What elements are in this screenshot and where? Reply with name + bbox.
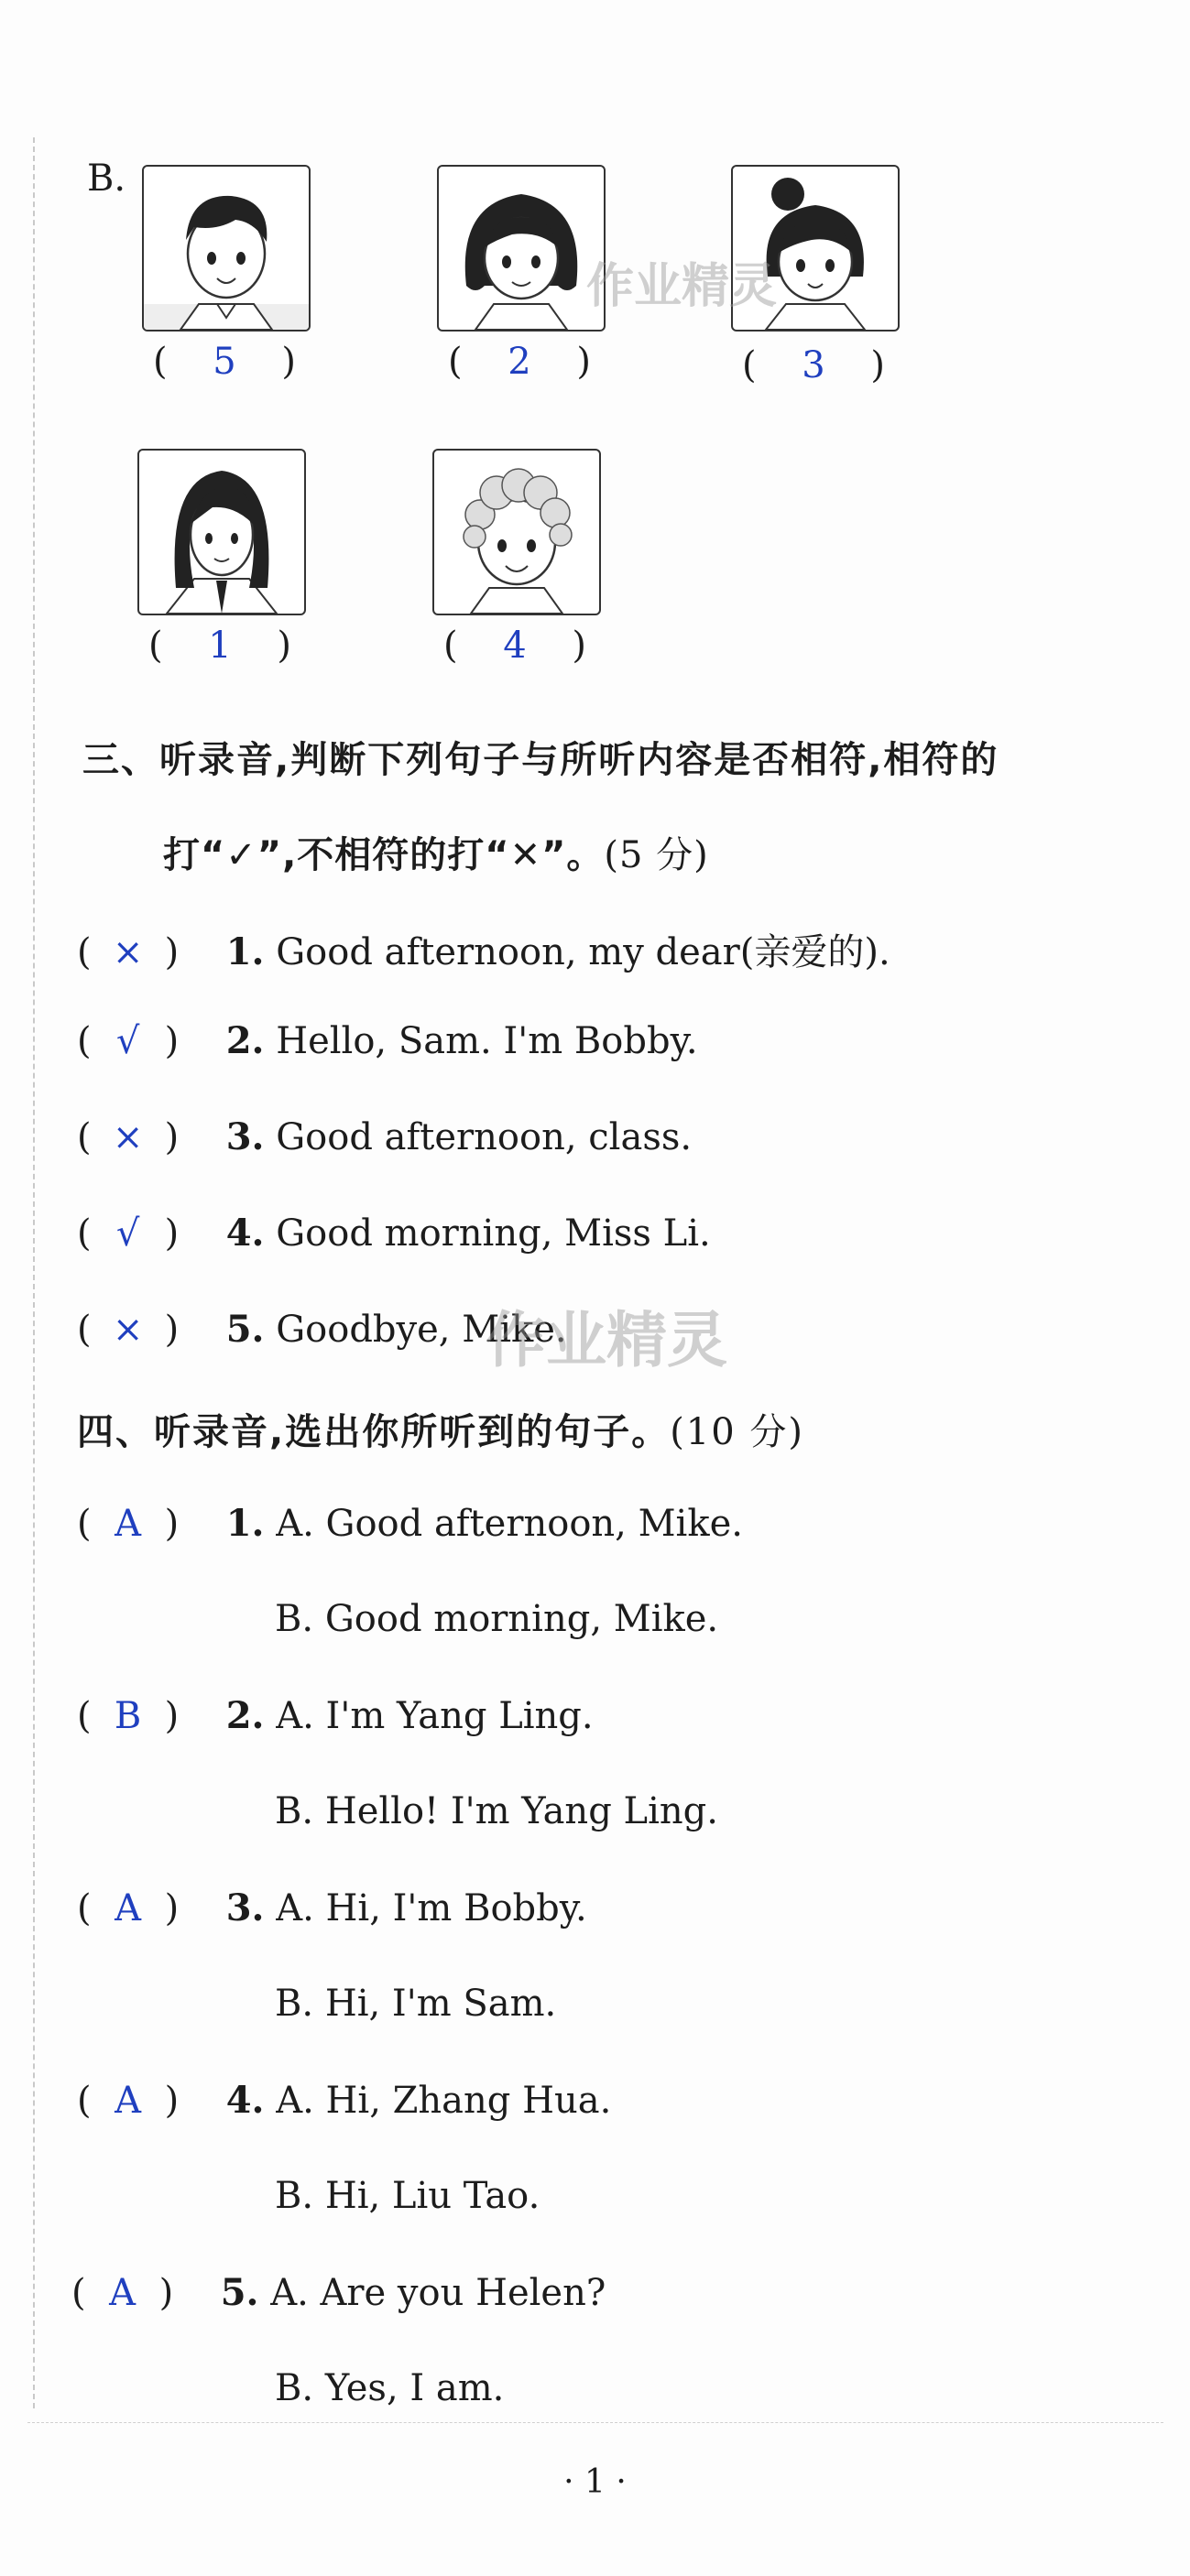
section-4-item-5: ( A ) 5. A. Are you Helen? bbox=[71, 2271, 606, 2314]
woman-long-hair-portrait-icon bbox=[137, 449, 306, 615]
section-4-item-1-option-b: B. Good morning, Mike. bbox=[275, 1598, 719, 1640]
section-3-item-5: ( × ) 5. Goodbye, Mike. bbox=[77, 1308, 567, 1351]
answer-letter: A bbox=[115, 1887, 142, 1929]
part-b-answer-4: ( 1 ) bbox=[148, 625, 291, 667]
section-3-item-2: ( √ ) 2. Hello, Sam. I'm Bobby. bbox=[77, 1019, 698, 1062]
answer-mark: × bbox=[112, 931, 144, 973]
section-4-item-5-option-b: B. Yes, I am. bbox=[275, 2367, 505, 2409]
answer-letter: B bbox=[114, 1695, 142, 1737]
answer-mark: √ bbox=[115, 1212, 140, 1255]
watermark-text: 作业精灵 bbox=[586, 259, 778, 314]
boy-short-hair-portrait-icon bbox=[142, 165, 311, 332]
part-b-label: B. bbox=[87, 158, 126, 200]
part-b-answer-2: ( 2 ) bbox=[448, 341, 591, 383]
answer-mark: × bbox=[112, 1116, 144, 1158]
section-4-item-3-option-b: B. Hi, I'm Sam. bbox=[275, 1983, 557, 2025]
boy-curly-hair-portrait-icon bbox=[432, 449, 601, 615]
section-3-title: 三、听录音,判断下列句子与所听内容是否相符,相符的 bbox=[82, 739, 999, 781]
section-4-item-2-option-b: B. Hello! I'm Yang Ling. bbox=[275, 1790, 718, 1832]
answer-mark: √ bbox=[115, 1020, 140, 1062]
section-4-item-1: ( A ) 1. A. Good afternoon, Mike. bbox=[77, 1502, 743, 1545]
girl-bob-hair-portrait-icon bbox=[437, 165, 606, 332]
section-4-item-4-option-b: B. Hi, Liu Tao. bbox=[275, 2175, 540, 2217]
section-4-item-2: ( B ) 2. A. I'm Yang Ling. bbox=[77, 1694, 594, 1737]
page-edge-line bbox=[33, 137, 35, 2408]
answer-letter: A bbox=[109, 2272, 136, 2314]
answer-letter: A bbox=[115, 2080, 142, 2122]
page-number: · 1 · bbox=[563, 2463, 627, 2501]
bottom-divider bbox=[27, 2422, 1163, 2423]
part-b-answer-5: ( 4 ) bbox=[443, 625, 586, 667]
answer-letter: A bbox=[115, 1503, 142, 1545]
section-3-item-3: ( × ) 3. Good afternoon, class. bbox=[77, 1115, 693, 1158]
section-3-instruction: 打“✓”,不相符的打“✕”。 bbox=[163, 834, 605, 876]
section-4-points: (10 分) bbox=[670, 1411, 805, 1453]
answer-mark: × bbox=[112, 1309, 144, 1351]
section-4-item-3: ( A ) 3. A. Hi, I'm Bobby. bbox=[77, 1886, 587, 1929]
section-4-title: 四、听录音,选出你所听到的句子。(10 分) bbox=[77, 1411, 805, 1453]
part-b-answer-1: ( 5 ) bbox=[153, 341, 296, 383]
section-3-points: (5 分) bbox=[604, 834, 709, 876]
section-4-item-4: ( A ) 4. A. Hi, Zhang Hua. bbox=[77, 2079, 612, 2122]
section-3-item-1: ( × ) 1. Good afternoon, my dear(亲爱的). bbox=[77, 930, 890, 973]
part-b-answer-3: ( 3 ) bbox=[742, 344, 885, 386]
section-3-subtitle bbox=[163, 826, 709, 878]
section-3-item-4: ( √ ) 4. Good morning, Miss Li. bbox=[77, 1212, 711, 1255]
watermark-text: 作业精灵 bbox=[486, 1305, 727, 1375]
